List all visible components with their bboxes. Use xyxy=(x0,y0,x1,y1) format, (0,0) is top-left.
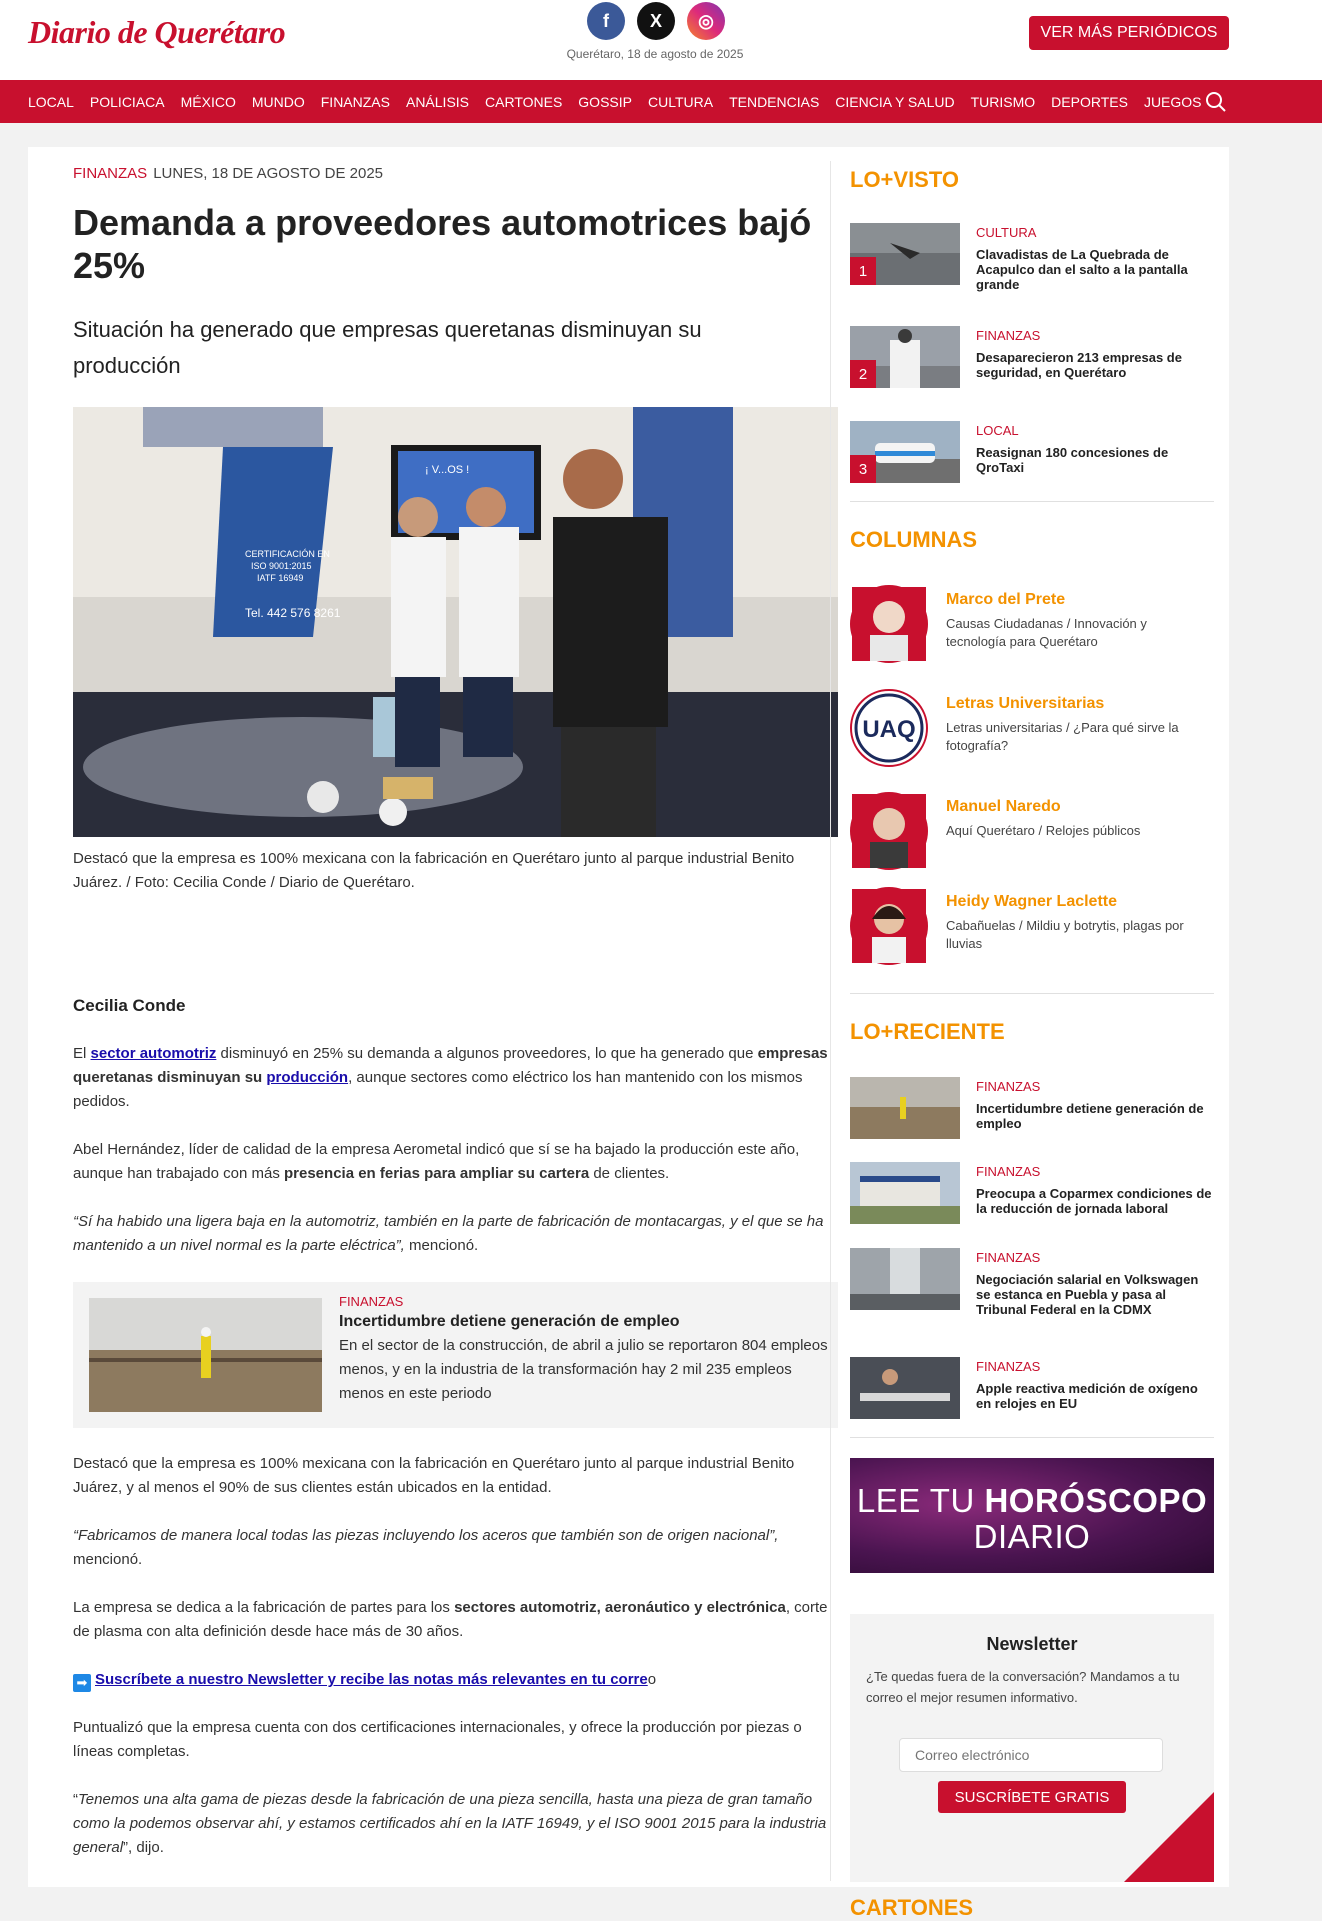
p3-text: mencionó. xyxy=(404,1237,479,1254)
site-header xyxy=(0,0,1322,80)
column-item[interactable] xyxy=(850,585,1214,663)
screen-sign: ¡ V...OS ! xyxy=(425,464,470,476)
nav-item-cartones[interactable]: CARTONES xyxy=(485,93,563,110)
main-nav xyxy=(0,80,1322,123)
horoscope-bold: HORÓSCOPO xyxy=(984,1482,1208,1519)
p8-text: ”, dijo. xyxy=(123,1839,164,1856)
p8-open: “ xyxy=(73,1791,78,1808)
recent-item[interactable] xyxy=(850,1248,1214,1317)
divider xyxy=(850,993,1214,994)
p8-quote: Tenemos una alta gama de piezas desde la fabricación de una pieza sencilla, hasta una pieza de gran tamaño como la podemos observar ahí, y estamos certificados ahí en la IATF 16949, y el ISO 9001 2015 para la industria general xyxy=(73,1791,827,1856)
recent-thumb[interactable] xyxy=(850,1248,960,1310)
related-article-title[interactable]: Incertidumbre detiene generación de empleo xyxy=(339,1313,680,1330)
svg-text:ISO 9001:2015: ISO 9001:2015 xyxy=(251,561,312,571)
newsletter-box xyxy=(850,1614,1214,1882)
paragraph-4: Destacó que la empresa es 100% mexicana con la fabricación en Querétaro junto al parque industrial Benito Juárez, y al menos el 90% de sus clientes están ubicados en la entidad. xyxy=(73,1455,795,1496)
paragraph-7: Puntualizó que la empresa cuenta con dos certificaciones internacionales, y ofrece la producción por piezas o líneas completas. xyxy=(73,1719,802,1760)
recent-title[interactable]: Preocupa a Coparmex condiciones de la reducción de jornada laboral xyxy=(976,1186,1212,1216)
column-desc[interactable]: Aquí Querétaro / Relojes públicos xyxy=(946,823,1141,838)
p1-text: disminuyó en 25% su demanda a algunos proveedores, lo que ha generado que xyxy=(216,1045,758,1062)
p5-quote: “Fabricamos de manera local todas las piezas incluyendo los aceros que también son de origen nacional”, xyxy=(73,1527,779,1544)
link-sector-automotriz[interactable]: sector automotriz xyxy=(90,1045,217,1062)
article-subtitle: Situación ha generado que empresas queretanas disminuyan su producción xyxy=(73,317,702,378)
link-produccion[interactable]: producción xyxy=(266,1069,349,1086)
divider xyxy=(850,501,1214,502)
most-viewed-title[interactable]: Reasignan 180 concesiones de QroTaxi xyxy=(976,445,1169,475)
p6-text: , corte de plasma con alta definición desde hace más de 30 años. xyxy=(73,1599,828,1640)
nav-item-mundo[interactable]: MUNDO xyxy=(251,93,305,110)
x-icon[interactable]: X xyxy=(637,2,675,40)
horoscope-banner[interactable] xyxy=(850,1458,1214,1573)
most-viewed-thumb[interactable] xyxy=(850,421,960,483)
most-viewed-item[interactable] xyxy=(850,421,1214,483)
column-divider xyxy=(830,161,831,1881)
article-title: Demanda a proveedores automotrices bajó 25% xyxy=(73,202,812,286)
p2-text: Abel Hernández, líder de calidad de la empresa Aerometal indicó que sí se ha bajado la producción este año, aunque han trabajado con más xyxy=(73,1141,800,1182)
paragraph-5 xyxy=(73,1524,838,1572)
reciente-heading: LO+RECIENTE xyxy=(850,1019,1005,1044)
cartones-heading: CARTONES xyxy=(850,1895,974,1920)
recent-item[interactable] xyxy=(850,1162,1214,1224)
newsletter-promo xyxy=(73,1668,838,1692)
decorative-corner xyxy=(1124,1792,1214,1882)
columnist-avatar[interactable] xyxy=(850,792,928,870)
svg-text:Tel. 442 576 8261: Tel. 442 576 8261 xyxy=(245,606,341,620)
newsletter-subscribe-button[interactable]: SUSCRÍBETE GRATIS xyxy=(938,1781,1126,1813)
header-date: Querétaro, 18 de agosto de 2025 xyxy=(566,47,744,61)
facebook-icon[interactable]: f xyxy=(587,2,625,40)
recent-title[interactable]: Incertidumbre detiene generación de empleo xyxy=(976,1101,1204,1131)
nav-item-juegos[interactable]: JUEGOS xyxy=(1143,93,1202,110)
uaq-logo-text: UAQ xyxy=(862,716,916,743)
recent-thumb[interactable] xyxy=(850,1162,960,1224)
nav-item-gossip[interactable]: GOSSIP xyxy=(578,93,632,110)
newsletter-title: Newsletter xyxy=(986,1634,1078,1654)
p2-text: de clientes. xyxy=(589,1165,670,1182)
p3-quote: “Sí ha habido una ligera baja en la automotriz, también en la parte de fabricación de montacargas, y el que se ha mantenido a un nivel normal es la parte eléctrica”, xyxy=(73,1213,824,1254)
recent-title[interactable]: Negociación salarial en Volkswagen se estanca en Puebla y pasa al Tribunal Federal en la CDMX xyxy=(976,1272,1199,1317)
p1-text: El xyxy=(73,1045,91,1062)
recent-thumb[interactable] xyxy=(850,1077,960,1139)
nav-item-deportes[interactable]: DEPORTES xyxy=(1051,93,1128,110)
svg-text:IATF 16949: IATF 16949 xyxy=(257,573,304,583)
divider xyxy=(850,1437,1214,1438)
paragraph-2 xyxy=(73,1138,838,1186)
recent-thumb[interactable] xyxy=(850,1357,960,1419)
lovisto-heading: LO+VISTO xyxy=(850,167,960,192)
most-viewed-section[interactable]: CULTURA xyxy=(976,225,1037,240)
recent-title[interactable]: Apple reactiva medición de oxígeno en relojes en EU xyxy=(976,1381,1198,1411)
columnist-avatar[interactable] xyxy=(850,585,928,663)
recent-section[interactable]: FINANZAS xyxy=(976,1250,1041,1265)
more-newspapers-button[interactable]: VER MÁS PERIÓDICOS xyxy=(1029,16,1229,50)
columnist-name[interactable]: Manuel Naredo xyxy=(946,798,1061,815)
recent-section[interactable]: FINANZAS xyxy=(976,1079,1041,1094)
recent-item[interactable] xyxy=(850,1077,1214,1139)
nav-item-analisis[interactable]: ANÁLISIS xyxy=(405,93,470,110)
svg-text:CERTIFICACIÓN EN: CERTIFICACIÓN EN xyxy=(245,549,330,559)
article-date: LUNES, 18 DE AGOSTO DE 2025 xyxy=(153,165,384,182)
most-viewed-section[interactable]: LOCAL xyxy=(976,423,1019,438)
p6-bold: sectores automotriz, aeronáutico y electrónica xyxy=(454,1599,786,1616)
newsletter-link[interactable]: Suscríbete a nuestro Newsletter y recibe las notas más relevantes en tu corre xyxy=(95,1671,648,1688)
p2-bold: presencia en ferias para ampliar su cartera xyxy=(284,1165,590,1182)
search-icon[interactable] xyxy=(1205,91,1227,113)
column-item[interactable] xyxy=(850,792,1214,870)
article-section[interactable]: FINANZAS xyxy=(73,165,148,182)
social-links xyxy=(587,2,725,40)
nav-item-mexico[interactable]: MÉXICO xyxy=(180,93,236,110)
most-viewed-title[interactable]: Clavadistas de La Quebrada de Acapulco dan el salto a la pantalla grande xyxy=(976,247,1188,292)
recent-section[interactable]: FINANZAS xyxy=(976,1359,1041,1374)
instagram-icon[interactable]: ◎ xyxy=(687,2,725,40)
nav-item-cultura[interactable]: CULTURA xyxy=(647,93,714,110)
columnist-name[interactable]: Letras Universitarias xyxy=(946,695,1105,712)
horoscope-line-1 xyxy=(850,1484,1214,1518)
article-author: Cecilia Conde xyxy=(73,996,186,1015)
paragraph-1 xyxy=(73,1042,838,1114)
nav-item-turismo[interactable]: TURISMO xyxy=(970,93,1036,110)
column-desc[interactable]: Letras universitarias / ¿Para qué sirve la fotografía? xyxy=(946,720,1179,753)
horoscope-line-2: DIARIO xyxy=(973,1518,1091,1555)
newsletter-desc: ¿Te quedas fuera de la conversación? Mandamos a tu correo el mejor resumen informativo. xyxy=(866,1669,1180,1705)
columnas-heading: COLUMNAS xyxy=(850,527,978,552)
article-body xyxy=(73,994,838,1884)
site-logo[interactable]: Diario de Querétaro xyxy=(28,14,286,50)
rank-badge: 1 xyxy=(850,257,876,285)
p1-bold: empresas queretanas disminuyan su xyxy=(73,1045,828,1086)
paragraph-3 xyxy=(73,1210,838,1258)
paragraph-6 xyxy=(73,1596,838,1644)
most-viewed-thumb[interactable] xyxy=(850,326,960,388)
columnist-name[interactable]: Marco del Prete xyxy=(946,591,1066,608)
column-item[interactable] xyxy=(850,689,1214,767)
nav-item-ciencia-y-salud[interactable]: CIENCIA Y SALUD xyxy=(835,93,955,110)
content-card xyxy=(28,147,1229,1920)
rank-badge: 2 xyxy=(850,360,876,388)
article-meta xyxy=(73,165,383,182)
nav-item-local[interactable]: LOCAL xyxy=(28,93,74,110)
recent-item[interactable] xyxy=(850,1357,1214,1419)
related-article-section[interactable]: FINANZAS xyxy=(339,1294,404,1309)
most-viewed-title[interactable]: Desaparecieron 213 empresas de seguridad, en Querétaro xyxy=(976,350,1182,380)
nav-item-finanzas[interactable]: FINANZAS xyxy=(320,93,390,110)
nav-item-policiaca[interactable]: POLICIACA xyxy=(89,93,165,110)
p5-text: mencionó. xyxy=(73,1551,143,1568)
paragraph-8 xyxy=(73,1788,838,1860)
related-article-desc: En el sector de la construcción, de abril a julio se reportaron 804 empleos menos, y en la industria de la transformación hay 2 mil 235 empleos menos en este periodo xyxy=(339,1337,828,1402)
related-article-image[interactable] xyxy=(89,1298,322,1412)
related-article-card[interactable] xyxy=(73,1282,838,1428)
column-desc[interactable]: Causas Ciudadanas / Innovación y tecnología para Querétaro xyxy=(946,616,1147,649)
p6-text: La empresa se dedica a la fabricación de partes para los xyxy=(73,1599,455,1616)
horoscope-text: LEE TU xyxy=(856,1482,985,1519)
recent-section[interactable]: FINANZAS xyxy=(976,1164,1041,1179)
most-viewed-item[interactable] xyxy=(850,326,1214,388)
column-item[interactable] xyxy=(850,887,1214,965)
columnist-avatar[interactable] xyxy=(850,887,928,965)
arrow-right-icon: ➡ xyxy=(73,1674,91,1692)
rank-badge: 3 xyxy=(850,455,876,483)
most-viewed-section[interactable]: FINANZAS xyxy=(976,328,1041,343)
p1-text: , aunque sectores como eléctrico los han mantenido con los mismos pedidos. xyxy=(73,1069,803,1110)
newsletter-email-input[interactable] xyxy=(899,1738,1163,1772)
most-viewed-thumb[interactable] xyxy=(850,223,960,285)
most-viewed-item[interactable] xyxy=(850,223,1214,292)
nav-item-tendencias[interactable]: TENDENCIAS xyxy=(729,93,820,110)
column-desc[interactable]: Cabañuelas / Mildiu y botrytis, plagas por lluvias xyxy=(946,918,1184,951)
uaq-logo[interactable] xyxy=(850,689,928,767)
image-caption: Destacó que la empresa es 100% mexicana con la fabricación en Querétaro junto al parque industrial Benito Juárez. / Foto: Cecilia Conde / Diario de Querétaro. xyxy=(73,850,795,891)
newsletter-link-tail: o xyxy=(647,1671,657,1688)
columnist-name[interactable]: Heidy Wagner Laclette xyxy=(946,893,1118,910)
article-hero-image[interactable] xyxy=(73,407,838,837)
